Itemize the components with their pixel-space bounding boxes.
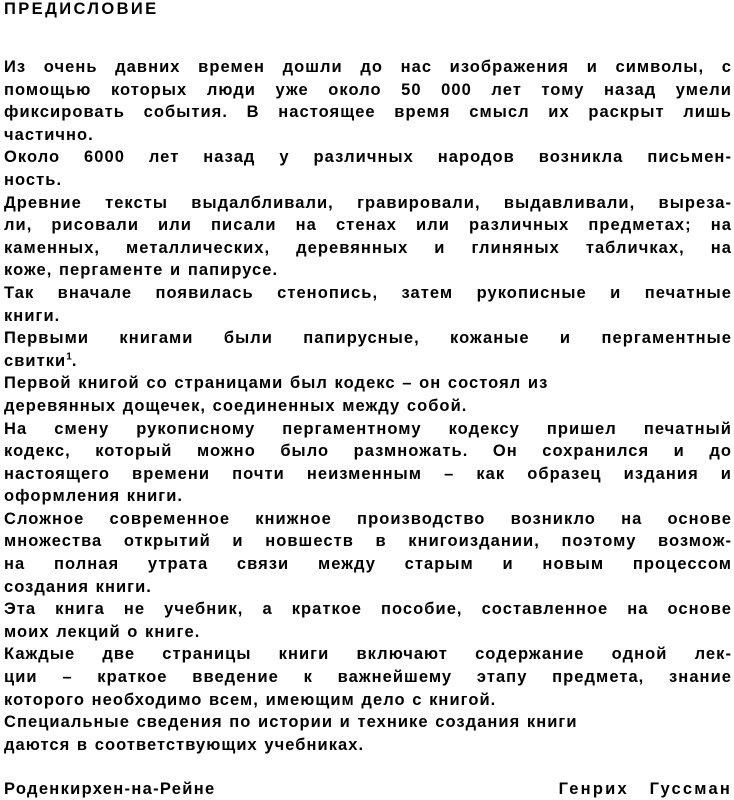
line-text: ции – краткое введение к важнейшему этапу предмета, знание [4,668,732,687]
text-line [4,734,732,757]
text-line [4,553,732,576]
text-line [4,237,732,260]
text-line [4,508,732,531]
line-text: Древние тексты выдалбливали, гравировали, выдавливали, выреза- [4,193,732,212]
text-line [4,305,732,328]
line-text: каменных, металлических, деревянных и глиняных табличках, на [4,238,732,257]
text-line [4,576,732,599]
text-line [4,395,732,418]
text-line [4,146,732,169]
line-text: Первой книгой со страницами был кодекс – он состоял из [4,374,549,393]
text-line [4,101,732,124]
signature-place: Роденкирхен-на-Рейне [4,780,216,798]
signature-author: Генрих Гуссман [558,780,732,798]
line-text: ность. [4,170,63,189]
line-text: Так вначале появилась стенопись, затем рукописные и печатные [4,283,732,302]
line-text: Первыми книгами были папирусные, кожаные и пергаментные [4,329,732,348]
line-text: создания книги. [4,577,152,596]
line-text: свитки [4,351,67,370]
line-text: Каждые две страницы книги включают содержание одной лек- [4,645,732,664]
line-text: фиксировать события. В настоящее время смысл их раскрыт лишь [4,103,732,122]
text-line [4,214,732,237]
text-line [4,124,732,147]
line-text: кодекс, который можно было размножать. Он сохранился и до [4,442,732,461]
text-line [4,259,732,282]
line-text: частично. [4,125,94,144]
text-line [4,463,732,486]
text-line [4,485,732,508]
text-line [4,689,732,712]
text-line [4,666,732,689]
line-text: множества открытий и новшеств в книгоиздании, поэтому возмож- [4,532,732,551]
line-text: Около 6000 лет назад у различных народов возникла письмен- [4,148,732,167]
text-line [4,418,732,441]
line-text: которого необходимо всем, имеющим дело с книгой. [4,690,497,709]
text-line [4,282,732,305]
page-title: ПРЕДИСЛОВИЕ [4,0,159,18]
text-line [4,327,732,350]
text-line [4,169,732,192]
line-text: ли, рисовали или писали на стенах или различных предметах; на [4,216,732,235]
line-text: на полная утрата связи между старым и новым процессом [4,555,732,574]
text-line [4,350,732,373]
line-text: Сложное современное книжное производство возникло на основе [4,509,732,528]
line-text: помощью которых люди уже около 50 000 лет тому назад умели [4,80,732,99]
text-line [4,79,732,102]
line-text: моих лекций о книге. [4,622,201,641]
line-text: даются в соответствующих учебниках. [4,735,365,754]
text-line [4,711,732,734]
text-line [4,372,732,395]
footnote-marker: 1 [66,351,72,363]
line-text: книги. [4,306,61,325]
line-text: деревянных дощечек, соединенных между собой. [4,396,468,415]
text-line [4,530,732,553]
line-text: Из очень давних времен дошли до нас изображения и символы, с [4,58,732,76]
line-text: Специальные сведения по истории и технике создания книги [4,713,578,732]
text-line [4,643,732,666]
line-text: коже, пергаменте и папирусе. [4,261,279,280]
line-text: На смену рукописному пергаментному кодексу пришел печатный [4,419,732,438]
text-line [4,192,732,215]
text-line [4,621,732,644]
line-text: настоящего времени почти неизменным – как образец издания и [4,464,732,483]
preface-body [4,56,732,756]
line-text: оформления книги. [4,487,184,506]
line-tail: . [71,351,78,370]
line-text: Эта книга не учебник, а краткое пособие, составленное на основе [4,600,732,619]
text-line [4,56,732,79]
text-line [4,598,732,621]
text-line [4,440,732,463]
